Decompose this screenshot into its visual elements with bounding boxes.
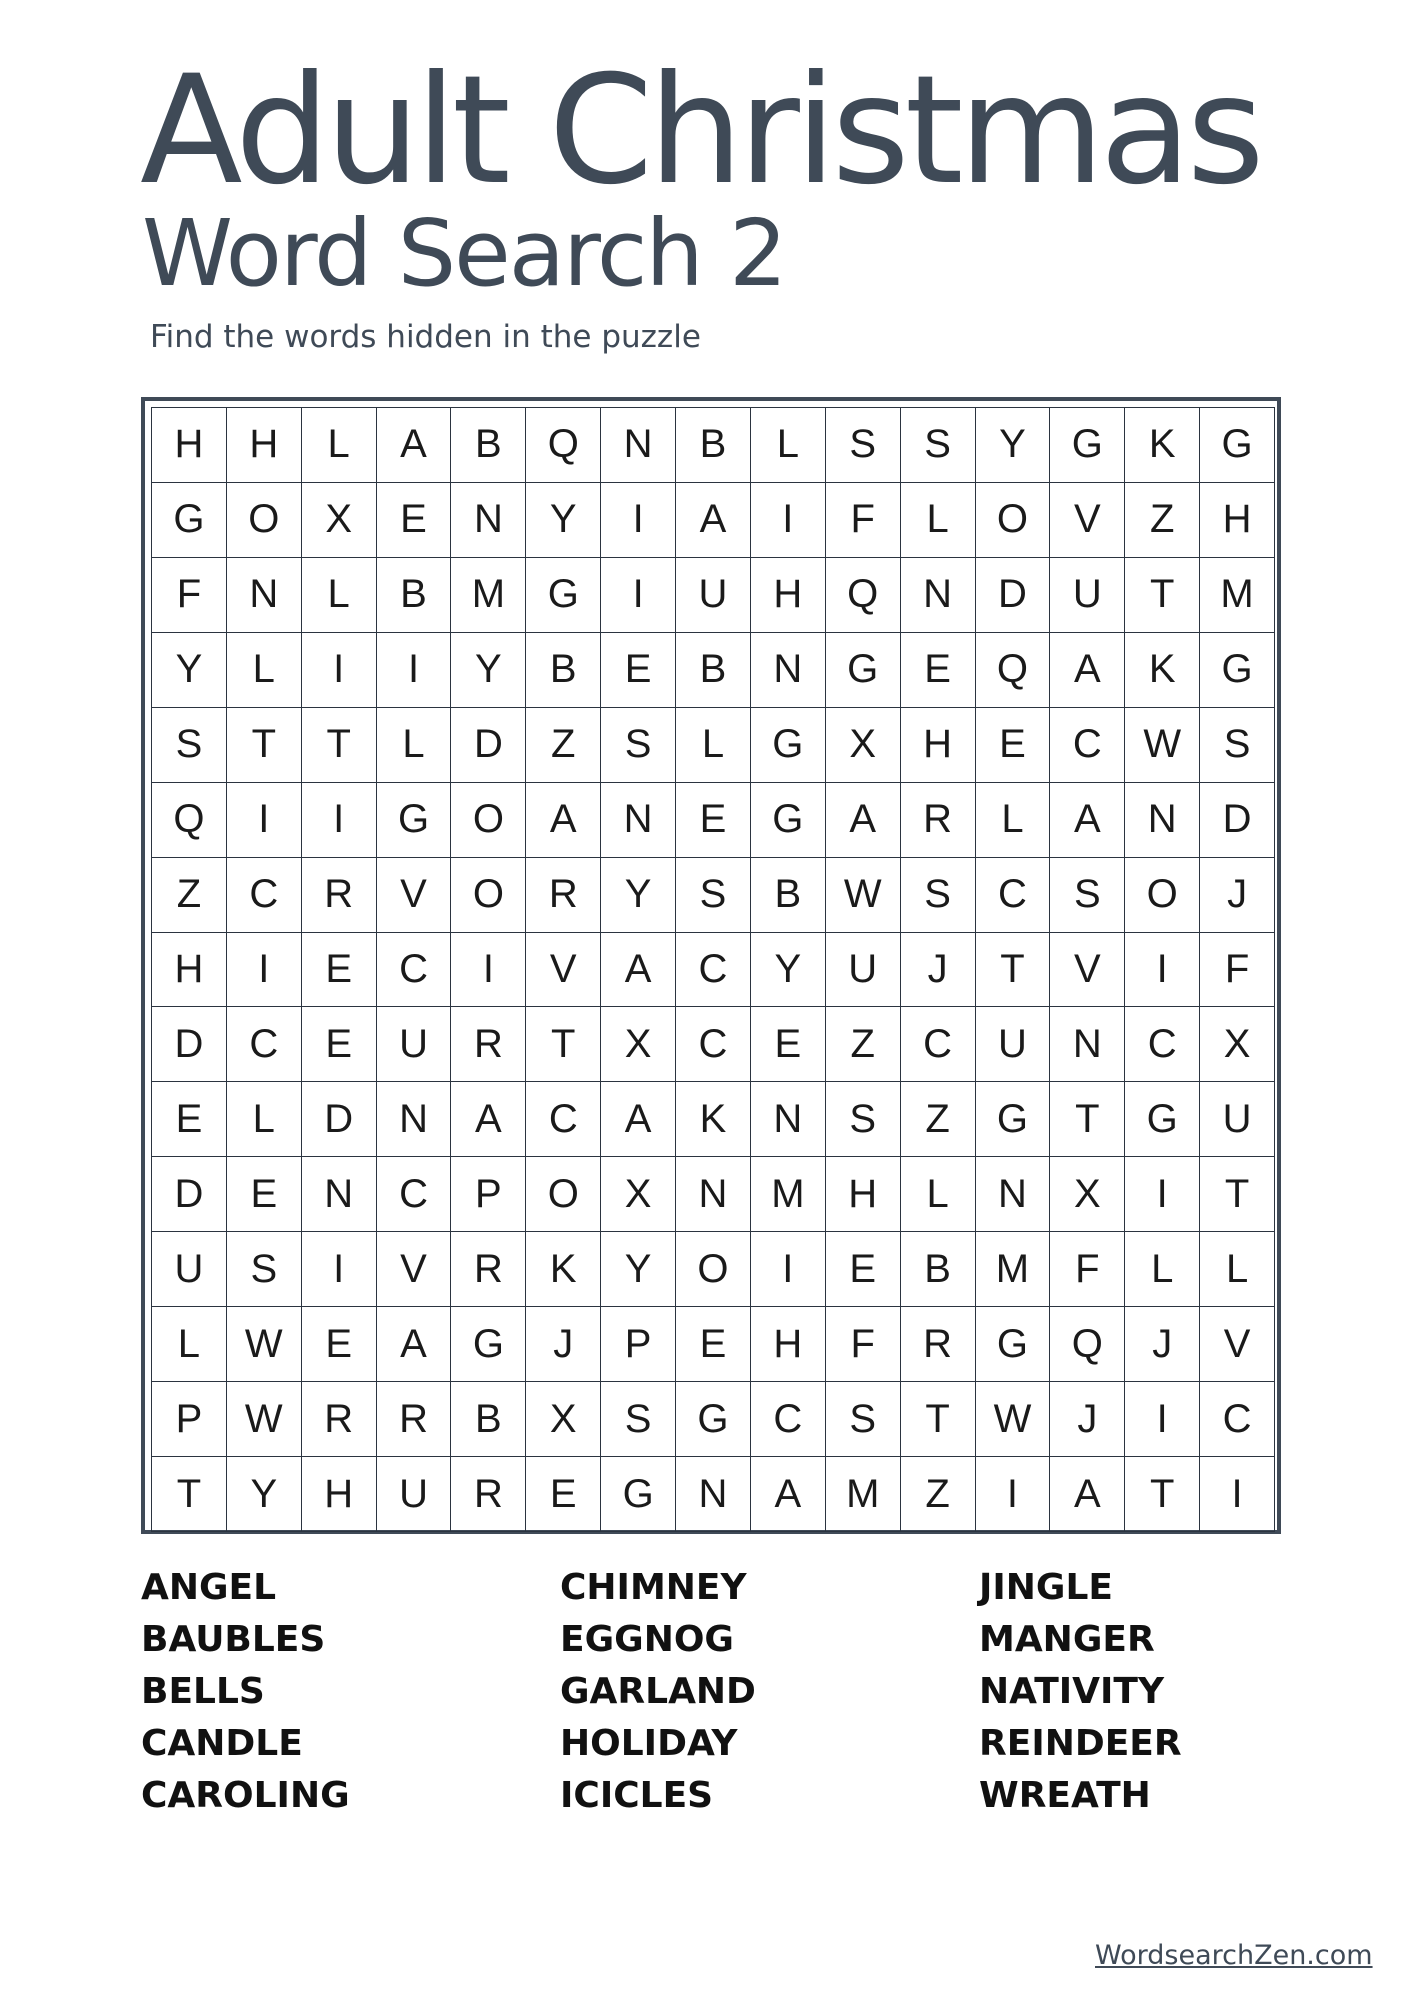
grid-cell: H	[152, 933, 227, 1008]
grid-cell: C	[751, 1382, 826, 1457]
word-item: JINGLE	[979, 1567, 1113, 1608]
grid-cell: I	[1125, 1382, 1200, 1457]
grid-cell: O	[1125, 858, 1200, 933]
grid-cell: R	[451, 1457, 526, 1532]
grid-cell: G	[377, 783, 452, 858]
grid-cell: Z	[526, 708, 601, 783]
grid-cell: A	[1050, 1457, 1125, 1532]
grid-cell: L	[901, 483, 976, 558]
grid-cell: G	[1200, 633, 1275, 708]
grid-cell: I	[451, 933, 526, 1008]
grid-cell: B	[676, 408, 751, 483]
grid-cell: S	[826, 1382, 901, 1457]
grid-cell: S	[1050, 858, 1125, 933]
grid-cell: I	[601, 483, 676, 558]
grid-cell: T	[1200, 1157, 1275, 1232]
grid-cell: N	[601, 783, 676, 858]
grid-cell: Y	[601, 858, 676, 933]
word-item: BELLS	[141, 1671, 265, 1712]
grid-cell: W	[976, 1382, 1051, 1457]
grid-cell: G	[751, 708, 826, 783]
instructions-text: Find the words hidden in the puzzle	[150, 319, 701, 355]
grid-cell: A	[1050, 783, 1125, 858]
grid-cell: T	[976, 933, 1051, 1008]
grid-cell: V	[1200, 1307, 1275, 1382]
grid-cell: A	[676, 483, 751, 558]
grid-cell: H	[302, 1457, 377, 1532]
grid-cell: N	[302, 1157, 377, 1232]
grid-cell: X	[826, 708, 901, 783]
grid-cell: I	[302, 783, 377, 858]
grid-cell: V	[526, 933, 601, 1008]
grid-cell: E	[676, 1307, 751, 1382]
grid-cell: Q	[976, 633, 1051, 708]
grid-cell: N	[751, 633, 826, 708]
grid-cell: L	[152, 1307, 227, 1382]
grid-cell: B	[526, 633, 601, 708]
grid-cell: H	[152, 408, 227, 483]
grid-cell: L	[676, 708, 751, 783]
grid-cell: A	[451, 1082, 526, 1157]
grid-cell: J	[1125, 1307, 1200, 1382]
grid-cell: W	[826, 858, 901, 933]
grid-cell: E	[676, 783, 751, 858]
grid-cell: C	[976, 858, 1051, 933]
word-column	[141, 1562, 560, 1822]
word-item: CHIMNEY	[560, 1567, 747, 1608]
grid-cell: Q	[152, 783, 227, 858]
grid-cell: X	[601, 1007, 676, 1082]
grid-cell: I	[227, 783, 302, 858]
grid-cell: F	[1050, 1232, 1125, 1307]
grid-cell: T	[901, 1382, 976, 1457]
grid-cell: E	[152, 1082, 227, 1157]
grid-cell: T	[1125, 558, 1200, 633]
grid-cell: S	[826, 1082, 901, 1157]
grid-cell: F	[1200, 933, 1275, 1008]
grid-cell: C	[1050, 708, 1125, 783]
grid-cell: L	[377, 708, 452, 783]
grid-cell: L	[1125, 1232, 1200, 1307]
grid-cell: D	[152, 1157, 227, 1232]
grid-cell: I	[1125, 933, 1200, 1008]
grid-cell: R	[451, 1007, 526, 1082]
grid-cell: E	[826, 1232, 901, 1307]
grid-cell: I	[1125, 1157, 1200, 1232]
grid-cell: X	[601, 1157, 676, 1232]
word-item: WREATH	[979, 1775, 1151, 1816]
grid-cell: E	[302, 1307, 377, 1382]
grid-cell: J	[526, 1307, 601, 1382]
grid-cell: N	[901, 558, 976, 633]
grid-cell: H	[751, 1307, 826, 1382]
word-column	[979, 1562, 1241, 1822]
grid-cell: E	[601, 633, 676, 708]
grid-cell: Z	[901, 1457, 976, 1532]
grid-cell: S	[152, 708, 227, 783]
grid-cell: Z	[1125, 483, 1200, 558]
grid-cell: E	[526, 1457, 601, 1532]
grid-cell: N	[751, 1082, 826, 1157]
grid-cell: D	[1200, 783, 1275, 858]
grid-cell: G	[1200, 408, 1275, 483]
grid-cell: M	[751, 1157, 826, 1232]
grid-cell: A	[1050, 633, 1125, 708]
grid-cell: V	[377, 858, 452, 933]
grid-cell: S	[601, 708, 676, 783]
word-item: MANGER	[979, 1619, 1155, 1660]
grid-cell: R	[451, 1232, 526, 1307]
grid-cell: M	[976, 1232, 1051, 1307]
grid-cell: I	[302, 633, 377, 708]
grid-cell: B	[451, 408, 526, 483]
grid-cell: W	[227, 1382, 302, 1457]
grid-cell: T	[227, 708, 302, 783]
grid-cell: O	[451, 783, 526, 858]
word-column	[560, 1562, 979, 1822]
grid-cell: J	[901, 933, 976, 1008]
grid-cell: C	[227, 1007, 302, 1082]
grid-cell: M	[451, 558, 526, 633]
grid-cell: M	[826, 1457, 901, 1532]
grid-cell: G	[751, 783, 826, 858]
grid-cell: Y	[526, 483, 601, 558]
grid-cell: N	[377, 1082, 452, 1157]
grid-cell: L	[302, 408, 377, 483]
grid-cell: A	[377, 408, 452, 483]
grid-cell: S	[901, 408, 976, 483]
word-item: CAROLING	[141, 1775, 350, 1816]
grid-cell: H	[1200, 483, 1275, 558]
grid-cell: U	[1050, 558, 1125, 633]
grid-cell: Z	[901, 1082, 976, 1157]
grid-cell: M	[1200, 558, 1275, 633]
word-item: ANGEL	[141, 1567, 277, 1608]
grid-cell: I	[377, 633, 452, 708]
grid-cell: C	[901, 1007, 976, 1082]
grid-cell: A	[601, 933, 676, 1008]
grid-cell: S	[1200, 708, 1275, 783]
grid-cell: D	[976, 558, 1051, 633]
grid-cell: O	[227, 483, 302, 558]
grid-cell: Y	[152, 633, 227, 708]
grid-cell: X	[526, 1382, 601, 1457]
grid-cell: O	[676, 1232, 751, 1307]
grid-cell: J	[1050, 1382, 1125, 1457]
grid-cell: U	[152, 1232, 227, 1307]
grid-cell: H	[826, 1157, 901, 1232]
grid-cell: B	[751, 858, 826, 933]
word-item: HOLIDAY	[560, 1723, 738, 1764]
grid-cell: X	[1050, 1157, 1125, 1232]
grid-cell: U	[377, 1007, 452, 1082]
grid-cell: K	[676, 1082, 751, 1157]
grid-cell: U	[377, 1457, 452, 1532]
grid-cell: P	[601, 1307, 676, 1382]
grid-cell: T	[152, 1457, 227, 1532]
grid-cell: T	[526, 1007, 601, 1082]
grid-cell: G	[826, 633, 901, 708]
word-item: EGGNOG	[560, 1619, 734, 1660]
grid-cell: R	[377, 1382, 452, 1457]
grid-cell: A	[601, 1082, 676, 1157]
grid-cell: I	[976, 1457, 1051, 1532]
grid-cell: K	[1125, 633, 1200, 708]
grid-cell: S	[901, 858, 976, 933]
grid-cell: E	[976, 708, 1051, 783]
grid-cell: Z	[152, 858, 227, 933]
grid-cell: Y	[976, 408, 1051, 483]
grid-cell: L	[302, 558, 377, 633]
grid-cell: I	[302, 1232, 377, 1307]
grid-cell: X	[302, 483, 377, 558]
grid-cell: E	[901, 633, 976, 708]
word-item: CANDLE	[141, 1723, 303, 1764]
grid-cell: E	[302, 1007, 377, 1082]
grid-cell: G	[601, 1457, 676, 1532]
grid-cell: U	[976, 1007, 1051, 1082]
grid-cell: B	[676, 633, 751, 708]
grid-cell: E	[302, 933, 377, 1008]
grid-cell: L	[227, 633, 302, 708]
grid-cell: D	[451, 708, 526, 783]
grid-cell: A	[377, 1307, 452, 1382]
grid-cell: E	[227, 1157, 302, 1232]
grid-cell: N	[227, 558, 302, 633]
grid-cell: N	[1125, 783, 1200, 858]
word-item: REINDEER	[979, 1723, 1182, 1764]
grid-cell: T	[1125, 1457, 1200, 1532]
grid-cell: W	[1125, 708, 1200, 783]
grid-cell: I	[1200, 1457, 1275, 1532]
grid-cell: G	[451, 1307, 526, 1382]
puzzle-frame	[141, 397, 1281, 1534]
grid-cell: W	[227, 1307, 302, 1382]
word-item: ICICLES	[560, 1775, 714, 1816]
grid-cell: G	[1050, 408, 1125, 483]
grid-cell: R	[901, 1307, 976, 1382]
puzzle-grid	[151, 407, 1275, 1532]
grid-cell: G	[1125, 1082, 1200, 1157]
grid-cell: Y	[227, 1457, 302, 1532]
grid-cell: N	[676, 1157, 751, 1232]
grid-cell: S	[227, 1232, 302, 1307]
word-list	[141, 1562, 1241, 1822]
word-item: BAUBLES	[141, 1619, 326, 1660]
grid-cell: O	[526, 1157, 601, 1232]
grid-cell: N	[451, 483, 526, 558]
grid-cell: U	[1200, 1082, 1275, 1157]
grid-cell: I	[601, 558, 676, 633]
grid-cell: E	[377, 483, 452, 558]
grid-cell: N	[1050, 1007, 1125, 1082]
grid-cell: C	[676, 933, 751, 1008]
grid-cell: Y	[751, 933, 826, 1008]
grid-cell: Q	[526, 408, 601, 483]
grid-cell: B	[901, 1232, 976, 1307]
grid-cell: A	[826, 783, 901, 858]
grid-cell: N	[601, 408, 676, 483]
grid-cell: Z	[826, 1007, 901, 1082]
grid-cell: H	[751, 558, 826, 633]
grid-cell: V	[377, 1232, 452, 1307]
grid-cell: I	[751, 483, 826, 558]
grid-cell: V	[1050, 933, 1125, 1008]
grid-cell: N	[676, 1457, 751, 1532]
grid-cell: X	[1200, 1007, 1275, 1082]
grid-cell: G	[976, 1307, 1051, 1382]
grid-cell: P	[451, 1157, 526, 1232]
grid-cell: S	[826, 408, 901, 483]
word-item: GARLAND	[560, 1671, 756, 1712]
grid-cell: T	[1050, 1082, 1125, 1157]
grid-cell: I	[751, 1232, 826, 1307]
grid-cell: U	[826, 933, 901, 1008]
page-subtitle: Word Search 2	[142, 200, 786, 307]
grid-cell: B	[451, 1382, 526, 1457]
grid-cell: A	[526, 783, 601, 858]
site-link[interactable]: WordsearchZen.com	[1095, 1940, 1373, 1971]
grid-cell: I	[227, 933, 302, 1008]
word-item: NATIVITY	[979, 1671, 1165, 1712]
grid-cell: L	[901, 1157, 976, 1232]
grid-cell: P	[152, 1382, 227, 1457]
grid-cell: S	[601, 1382, 676, 1457]
grid-cell: L	[751, 408, 826, 483]
page-title: Adult Christmas	[140, 44, 1260, 218]
grid-cell: D	[152, 1007, 227, 1082]
grid-cell: O	[451, 858, 526, 933]
grid-cell: Q	[1050, 1307, 1125, 1382]
grid-cell: C	[377, 933, 452, 1008]
grid-cell: L	[227, 1082, 302, 1157]
grid-cell: F	[826, 1307, 901, 1382]
grid-cell: S	[676, 858, 751, 933]
grid-cell: C	[1200, 1382, 1275, 1457]
grid-cell: D	[302, 1082, 377, 1157]
grid-cell: L	[976, 783, 1051, 858]
grid-cell: O	[976, 483, 1051, 558]
grid-cell: Q	[826, 558, 901, 633]
grid-cell: A	[751, 1457, 826, 1532]
grid-cell: G	[976, 1082, 1051, 1157]
grid-cell: G	[152, 483, 227, 558]
grid-cell: C	[526, 1082, 601, 1157]
grid-cell: H	[901, 708, 976, 783]
grid-cell: N	[976, 1157, 1051, 1232]
grid-cell: G	[676, 1382, 751, 1457]
grid-cell: H	[227, 408, 302, 483]
grid-cell: G	[526, 558, 601, 633]
grid-cell: C	[377, 1157, 452, 1232]
grid-cell: F	[152, 558, 227, 633]
grid-cell: R	[901, 783, 976, 858]
grid-cell: C	[1125, 1007, 1200, 1082]
grid-cell: J	[1200, 858, 1275, 933]
grid-cell: R	[526, 858, 601, 933]
grid-cell: F	[826, 483, 901, 558]
grid-cell: Y	[601, 1232, 676, 1307]
grid-cell: R	[302, 1382, 377, 1457]
grid-cell: K	[1125, 408, 1200, 483]
grid-cell: K	[526, 1232, 601, 1307]
grid-cell: C	[676, 1007, 751, 1082]
grid-cell: Y	[451, 633, 526, 708]
grid-cell: C	[227, 858, 302, 933]
grid-cell: E	[751, 1007, 826, 1082]
grid-cell: L	[1200, 1232, 1275, 1307]
grid-cell: U	[676, 558, 751, 633]
grid-cell: B	[377, 558, 452, 633]
grid-cell: T	[302, 708, 377, 783]
grid-cell: R	[302, 858, 377, 933]
grid-cell: V	[1050, 483, 1125, 558]
